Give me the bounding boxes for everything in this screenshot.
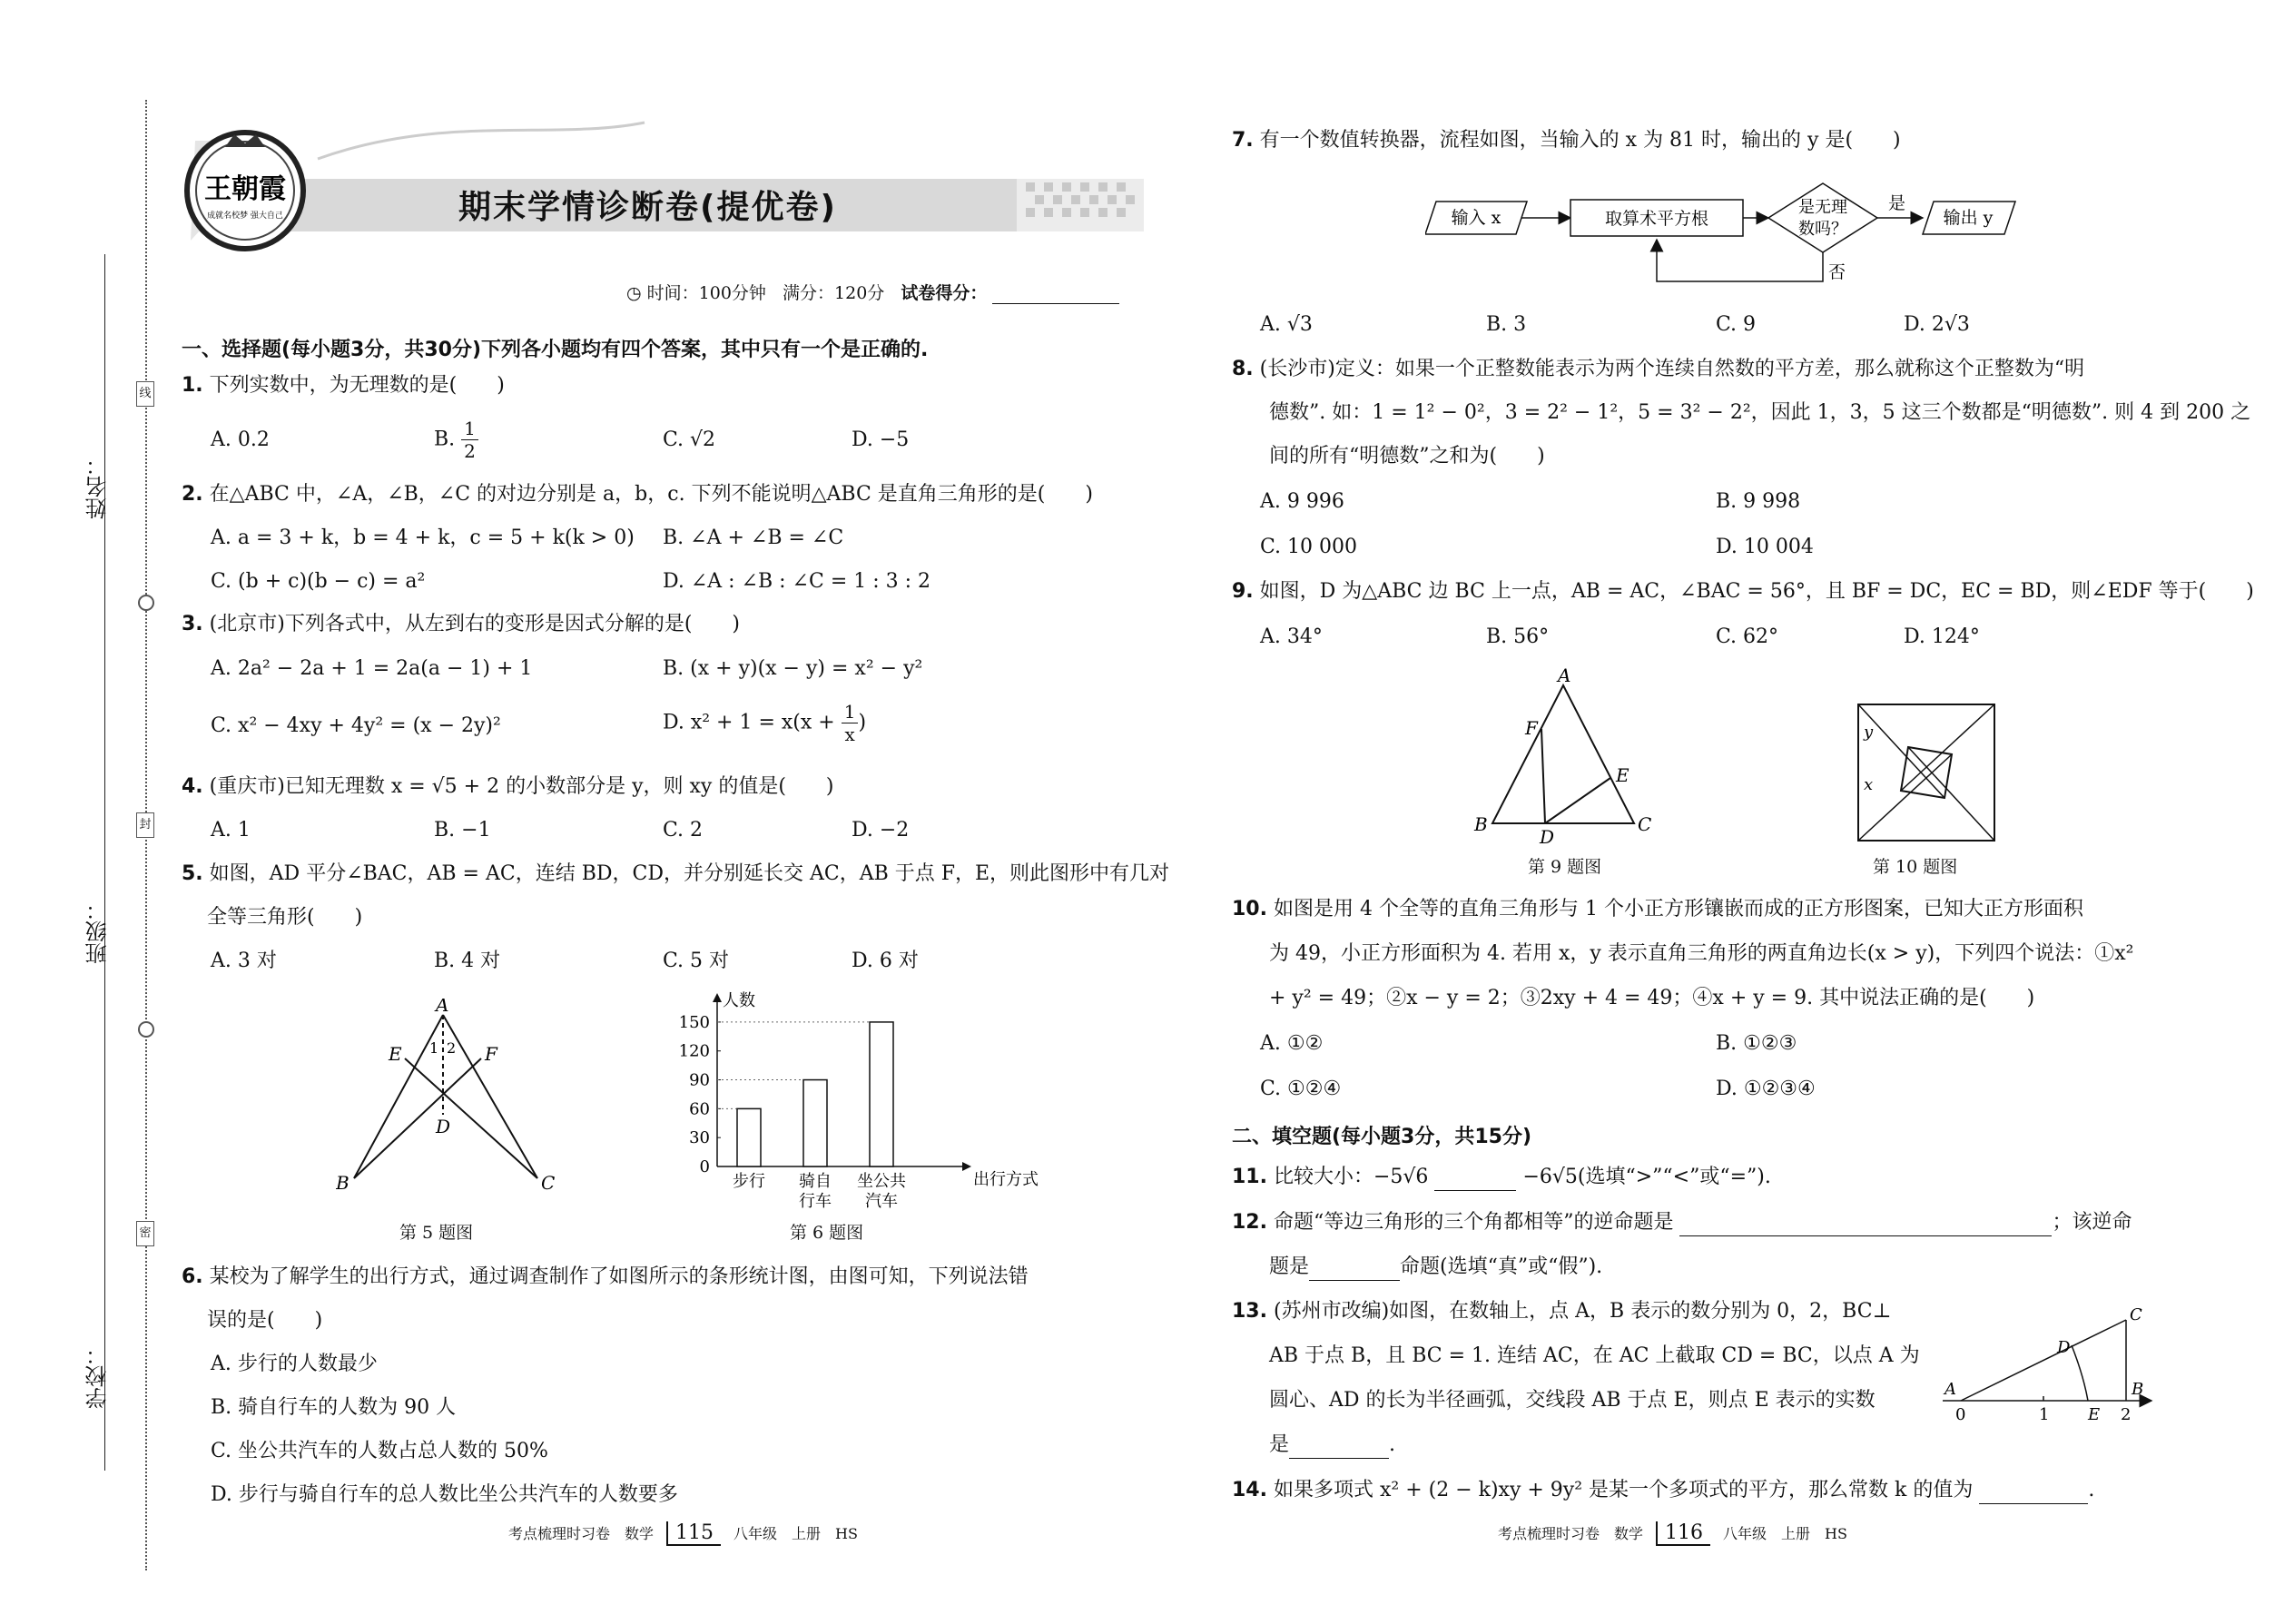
q2-c[interactable]: C. (b + c)(b − c) = a² <box>211 570 426 593</box>
chart-y-tick-label: 90 <box>689 1070 710 1090</box>
chart-y-tick-label: 30 <box>689 1128 710 1148</box>
fig9-label-e: E <box>1616 764 1629 786</box>
q8-a[interactable]: A. 9 996 <box>1260 490 1344 513</box>
q12-blank-2[interactable] <box>1309 1280 1400 1281</box>
q1-a[interactable]: A. 0.2 <box>211 428 270 451</box>
fig5-label-e: E <box>389 1043 402 1065</box>
fig9-label-a: A <box>1558 667 1571 686</box>
fig9-label-c: C <box>1638 813 1652 835</box>
q11: 11. 比较大小：−5√6 −6√5(选填“>”“<”或“=”). <box>1232 1164 1771 1191</box>
chart-category-label: 骑自 <box>799 1172 832 1191</box>
section1-heading: 一、选择题(每小题3分，共30分)下列各小题均有四个答案，其中只有一个是正确的. <box>182 339 929 361</box>
q9: 9. 如图，D 为△ABC 边 BC 上一点，AB = AC，∠BAC = 56°，且 BF = DC，EC = BD，则∠EDF 等于( ) <box>1232 580 2254 603</box>
figure-13 <box>1934 1307 2161 1425</box>
q2: 2. 在△ABC 中，∠A，∠B，∠C 的对边分别是 a，b，c. 下列不能说明△ABC 是直角三角形的是( ) <box>182 483 1093 506</box>
q4-d[interactable]: D. −2 <box>852 819 910 842</box>
q8-line1: 8. (长沙市)定义：如果一个正整数能表示为两个连续自然数的平方差，那么就称这个正整数为“明 <box>1232 358 2085 380</box>
fig10-caption: 第 10 题图 <box>1873 857 1958 877</box>
fig9-label-b: B <box>1474 813 1488 835</box>
fig13-tick-2: 2 <box>2121 1405 2132 1424</box>
page-title: 期末学情诊断卷(提优卷) <box>458 189 837 226</box>
exam-info <box>626 280 1119 304</box>
q8-d[interactable]: D. 10 004 <box>1716 536 1814 558</box>
q10-a[interactable]: A. ①② <box>1260 1032 1324 1055</box>
q5-b[interactable]: B. 4 对 <box>434 950 501 972</box>
q8-b[interactable]: B. 9 998 <box>1716 490 1801 513</box>
fig6-caption: 第 6 题图 <box>790 1223 864 1243</box>
chart-y-tick-label: 120 <box>678 1041 710 1061</box>
fig5-caption: 第 5 题图 <box>399 1223 474 1243</box>
fig5-angle-2: 2 <box>447 1039 457 1057</box>
q5-line2: 全等三角形( ) <box>207 906 363 929</box>
chart-y-label: 人数 <box>723 991 755 1010</box>
page-number-left: 115 <box>666 1521 721 1546</box>
q1-d[interactable]: D. −5 <box>852 428 910 451</box>
q5-c[interactable]: C. 5 对 <box>663 950 730 972</box>
q10-line1: 10. 如图是用 4 个全等的直角三角形与 1 个小正方形镶嵌而成的正方形图案，已知大正方形面积 <box>1232 898 2083 920</box>
q7: 7. 有一个数值转换器，流程如图，当输入的 x 为 81 时，输出的 y 是( ) <box>1232 129 1901 152</box>
flow-operation: 取算术平方根 <box>1604 209 1709 229</box>
q11-blank[interactable] <box>1434 1190 1516 1191</box>
chart-y-tick-label: 0 <box>699 1157 710 1176</box>
q12-blank-1[interactable] <box>1679 1235 2052 1236</box>
clock-icon: ◷ <box>626 283 642 303</box>
q7-b[interactable]: B. 3 <box>1486 313 1527 336</box>
q9-b[interactable]: B. 56° <box>1486 625 1550 648</box>
svg-text:成就名校梦 强大自己: 成就名校梦 强大自己 <box>207 212 283 221</box>
svg-text:王朝霞: 王朝霞 <box>204 173 286 205</box>
q3-c[interactable]: C. x² − 4xy + 4y² = (x − 2y)² <box>211 714 501 737</box>
q2-d[interactable]: D. ∠A : ∠B : ∠C = 1 : 3 : 2 <box>663 570 931 593</box>
q13-line2: AB 于点 B，且 BC = 1. 连结 AC，在 AC 上截取 CD = BC，以点 A 为 <box>1269 1344 1920 1367</box>
fig5-label-b: B <box>336 1172 350 1194</box>
page-number-right: 116 <box>1656 1521 1710 1546</box>
seal-mark-seal: 封 <box>136 812 154 838</box>
section2-heading: 二、填空题(每小题3分，共15分) <box>1232 1126 1532 1148</box>
q4-b[interactable]: B. −1 <box>434 819 491 842</box>
chart-y-arrow <box>713 993 722 1002</box>
fig9-caption: 第 9 题图 <box>1528 857 1602 877</box>
q6-b[interactable]: B. 骑自行车的人数为 90 人 <box>211 1396 457 1419</box>
q10-b[interactable]: B. ①②③ <box>1716 1032 1797 1055</box>
chart-y-tick-label: 150 <box>678 1012 710 1032</box>
footer-right: 考点梳理时习卷 数学 116 八年级 上册 HS <box>1498 1521 1847 1544</box>
binding-solid-line <box>104 254 105 1471</box>
school-label: 学校： <box>85 1343 111 1409</box>
fig10-label-y: y <box>1864 723 1874 742</box>
q4: 4. (重庆市)已知无理数 x = √5 + 2 的小数部分是 y，则 xy 的值是( ) <box>182 775 834 798</box>
q12-line2: 题是 命题(选填“真”或“假”). <box>1269 1254 1602 1281</box>
q10-d[interactable]: D. ①②③④ <box>1716 1078 1816 1100</box>
figure-10 <box>1847 697 2002 851</box>
q7-c[interactable]: C. 9 <box>1716 313 1757 336</box>
q2-b[interactable]: B. ∠A + ∠B = ∠C <box>663 527 844 549</box>
fig9-label-d: D <box>1540 826 1555 848</box>
fig5-angle-1: 1 <box>429 1039 439 1057</box>
footer-left: 考点梳理时习卷 数学 115 八年级 上册 HS <box>508 1521 858 1544</box>
time-label: 时间：100分钟 <box>646 283 766 303</box>
fig10-label-x: x <box>1864 775 1874 794</box>
q13-line3: 圆心、AD 的长为半径画弧，交线段 AB 于点 E，则点 E 表示的实数 <box>1269 1389 1876 1412</box>
q1-c[interactable]: C. √2 <box>663 428 716 451</box>
class-label: 班级： <box>85 899 111 964</box>
brand-logo <box>182 127 309 254</box>
q7-d[interactable]: D. 2√3 <box>1904 313 1970 336</box>
chart-x-arrow <box>962 1162 971 1171</box>
flow-input: 输入 x <box>1451 208 1501 228</box>
chart-category-label: 汽车 <box>865 1192 898 1211</box>
binding-hole-1 <box>138 595 154 611</box>
q1: 1. 下列实数中，为无理数的是( ) <box>182 374 505 397</box>
q9-c[interactable]: C. 62° <box>1716 625 1779 648</box>
q10-c[interactable]: C. ①②④ <box>1260 1078 1342 1100</box>
chart-category-label: 步行 <box>733 1172 765 1191</box>
fig5-label-f: F <box>485 1043 497 1065</box>
q10-line3: + y² = 49；②x − y = 2；③2xy + 4 = 49；④x + y = 9. 其中说法正确的是( ) <box>1269 987 2035 1009</box>
binding-hole-2 <box>138 1021 154 1038</box>
q6-line2: 误的是( ) <box>207 1309 323 1332</box>
chart-bar <box>803 1080 827 1166</box>
q3-a[interactable]: A. 2a² − 2a + 1 = 2a(a − 1) + 1 <box>211 657 533 680</box>
q2-a[interactable]: A. a = 3 + k，b = 4 + k，c = 5 + k(k > 0) <box>211 527 635 549</box>
q8-line2: 德数”. 如：1 = 1² − 0²，3 = 2² − 1²，5 = 3² − 2²，因此 1，3，5 这三个数都是“明德数”. 则 4 到 200 之 <box>1269 401 2251 424</box>
q3: 3. (北京市)下列各式中，从左到右的变形是因式分解的是( ) <box>182 613 741 635</box>
figure-5 <box>336 999 563 1207</box>
q13-line4: 是 . <box>1269 1432 1395 1459</box>
fig9-label-f: F <box>1525 717 1538 739</box>
figure-9 <box>1471 667 1670 849</box>
seal-mark-secret: 密 <box>136 1221 154 1246</box>
q7-flowchart <box>1425 182 2024 300</box>
chart-bar <box>870 1022 893 1166</box>
fig13-label-c: C <box>2130 1307 2142 1324</box>
q3-d[interactable]: D. x² + 1 = x(x + $\frac{1}{x}$ ) <box>663 701 867 745</box>
q5-d[interactable]: D. 6 对 <box>852 950 919 972</box>
q1-b[interactable]: B. $\frac{1}{2}$ <box>434 418 478 462</box>
q6-line1: 6. 某校为了解学生的出行方式，通过调查制作了如图所示的条形统计图，由图可知，下列说法错 <box>182 1265 1029 1288</box>
q5-a[interactable]: A. 3 对 <box>211 950 277 972</box>
q13-blank[interactable] <box>1289 1458 1389 1459</box>
fig5-label-c: C <box>541 1172 556 1194</box>
q8-line3: 间的所有“明德数”之和为( ) <box>1269 445 1545 468</box>
result-blank[interactable] <box>992 303 1119 304</box>
chart-bar <box>737 1108 761 1166</box>
fig5-label-d: D <box>436 1116 451 1137</box>
fig13-tick-0: 0 <box>1955 1405 1966 1424</box>
figure-6-bar-chart <box>663 989 1044 1216</box>
result-label: 试卷得分： <box>901 283 988 303</box>
fig13-label-d: D <box>2057 1338 2071 1357</box>
flow-output: 输出 y <box>1943 208 1994 228</box>
fig13-label-b: B <box>2132 1380 2144 1399</box>
fig5-label-a: A <box>436 999 449 1016</box>
q9-d[interactable]: D. 124° <box>1904 625 1980 648</box>
q6-d[interactable]: D. 步行与骑自行车的总人数比坐公共汽车的人数要多 <box>211 1483 678 1506</box>
flow-condition-1: 是无理 <box>1798 198 1847 217</box>
fig13-label-e: E <box>2088 1405 2101 1424</box>
q13-line1: 13. (苏州市改编)如图，在数轴上，点 A，B 表示的数分别为 0，2，BC⊥ <box>1232 1300 1892 1323</box>
q5-line1: 5. 如图，AD 平分∠BAC，AB = AC，连结 BD，CD，并分别延长交 AC，AB 于点 F，E，则此图形中有几对 <box>182 862 1170 885</box>
q3-b[interactable]: B. (x + y)(x − y) = x² − y² <box>663 657 923 680</box>
chart-y-tick-label: 60 <box>689 1099 710 1119</box>
fig13-label-a: A <box>1944 1380 1956 1399</box>
q4-a[interactable]: A. 1 <box>211 819 251 842</box>
chart-category-label: 坐公共 <box>857 1172 906 1191</box>
q14: 14. 如果多项式 x² + (2 − k)xy + 9y² 是某一个多项式的平方，那么常数 k 的值为 . <box>1232 1477 2094 1504</box>
score-label: 满分：120分 <box>783 283 885 303</box>
chart-category-label: 行车 <box>799 1192 832 1211</box>
q6-c[interactable]: C. 坐公共汽车的人数占总人数的 50% <box>211 1440 548 1462</box>
fig13-tick-1: 1 <box>2039 1405 2050 1424</box>
q7-a[interactable]: A. √3 <box>1260 313 1313 336</box>
q10-line2: 为 49，小正方形面积为 4. 若用 x，y 表示直角三角形的两直角边长(x > y)，下列四个说法：①x² <box>1269 942 2134 965</box>
q12-line1: 12. 命题“等边三角形的三个角都相等”的逆命题是 ；该逆命 <box>1232 1209 2132 1236</box>
seal-mark-line: 线 <box>136 381 154 407</box>
q4-c[interactable]: C. 2 <box>663 819 704 842</box>
flow-yes: 是 <box>1888 193 1906 213</box>
name-label: 姓名： <box>85 454 111 519</box>
q14-blank[interactable] <box>1979 1503 2088 1504</box>
flow-no: 否 <box>1828 262 1846 282</box>
q8-c[interactable]: C. 10 000 <box>1260 536 1358 558</box>
q9-a[interactable]: A. 34° <box>1260 625 1323 648</box>
chart-x-label: 出行方式 <box>973 1170 1039 1189</box>
q6-a[interactable]: A. 步行的人数最少 <box>211 1353 378 1375</box>
flow-condition-2: 数吗？ <box>1798 220 1847 239</box>
